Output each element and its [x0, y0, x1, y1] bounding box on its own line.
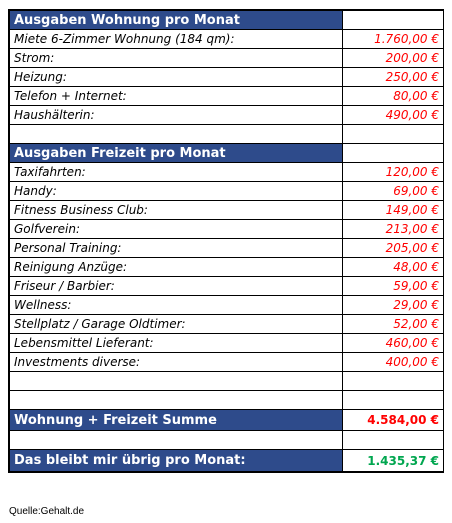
remaining-row	[10, 450, 444, 472]
leisure-header-row	[10, 144, 444, 163]
table-row	[10, 68, 444, 87]
item-label: Fitness Business Club:	[10, 201, 343, 220]
total-value: 4.584,00 €	[343, 410, 444, 431]
blank-cell	[343, 391, 444, 410]
table-row	[10, 49, 444, 68]
item-value: 250,00 €	[343, 68, 444, 87]
remaining-value: 1.435,37 €	[343, 450, 444, 472]
table-row	[10, 258, 444, 277]
item-value: 29,00 €	[343, 296, 444, 315]
blank-cell	[343, 431, 444, 450]
item-label: Taxifahrten:	[10, 163, 343, 182]
item-label: Wellness:	[10, 296, 343, 315]
table-row	[10, 87, 444, 106]
item-label: Miete 6-Zimmer Wohnung (184 qm):	[10, 30, 343, 49]
item-label: Heizung:	[10, 68, 343, 87]
table-row	[10, 315, 444, 334]
item-label: Investments diverse:	[10, 353, 343, 372]
blank-cell	[10, 431, 343, 450]
item-label: Haushälterin:	[10, 106, 343, 125]
item-value: 460,00 €	[343, 334, 444, 353]
blank-cell	[10, 125, 343, 144]
blank-row	[10, 372, 444, 391]
housing-header-empty	[343, 11, 444, 30]
blank-cell	[10, 391, 343, 410]
total-label: Wohnung + Freizeit Summe	[10, 410, 343, 431]
item-label: Personal Training:	[10, 239, 343, 258]
total-row	[10, 410, 444, 431]
table-row	[10, 277, 444, 296]
item-value: 59,00 €	[343, 277, 444, 296]
table-row	[10, 220, 444, 239]
item-value: 200,00 €	[343, 49, 444, 68]
budget-table-frame	[8, 9, 444, 473]
item-label: Lebensmittel Lieferant:	[10, 334, 343, 353]
item-label: Strom:	[10, 49, 343, 68]
leisure-header-empty	[343, 144, 444, 163]
table-row	[10, 239, 444, 258]
table-row	[10, 182, 444, 201]
item-label: Golfverein:	[10, 220, 343, 239]
source-caption: Quelle:Gehalt.de	[9, 506, 85, 517]
item-label: Handy:	[10, 182, 343, 201]
leisure-title: Ausgaben Freizeit pro Monat	[10, 144, 343, 163]
table-row	[10, 163, 444, 182]
table-row	[10, 30, 444, 49]
item-label: Reinigung Anzüge:	[10, 258, 343, 277]
table-row	[10, 106, 444, 125]
housing-title: Ausgaben Wohnung pro Monat	[10, 11, 343, 30]
item-value: 48,00 €	[343, 258, 444, 277]
blank-cell	[10, 372, 343, 391]
table-row	[10, 353, 444, 372]
housing-header-row	[10, 11, 444, 30]
item-value: 205,00 €	[343, 239, 444, 258]
remaining-label: Das bleibt mir übrig pro Monat:	[10, 450, 343, 472]
blank-row	[10, 391, 444, 410]
blank-row	[10, 431, 444, 450]
blank-row	[10, 125, 444, 144]
table-row	[10, 334, 444, 353]
item-label: Telefon + Internet:	[10, 87, 343, 106]
item-value: 149,00 €	[343, 201, 444, 220]
item-value: 52,00 €	[343, 315, 444, 334]
table-row	[10, 201, 444, 220]
item-value: 120,00 €	[343, 163, 444, 182]
blank-cell	[343, 125, 444, 144]
item-label: Stellplatz / Garage Oldtimer:	[10, 315, 343, 334]
table-row	[10, 296, 444, 315]
item-value: 1.760,00 €	[343, 30, 444, 49]
item-value: 490,00 €	[343, 106, 444, 125]
item-value: 213,00 €	[343, 220, 444, 239]
item-value: 400,00 €	[343, 353, 444, 372]
item-value: 80,00 €	[343, 87, 444, 106]
budget-table	[9, 10, 444, 472]
blank-cell	[343, 372, 444, 391]
item-value: 69,00 €	[343, 182, 444, 201]
item-label: Friseur / Barbier:	[10, 277, 343, 296]
